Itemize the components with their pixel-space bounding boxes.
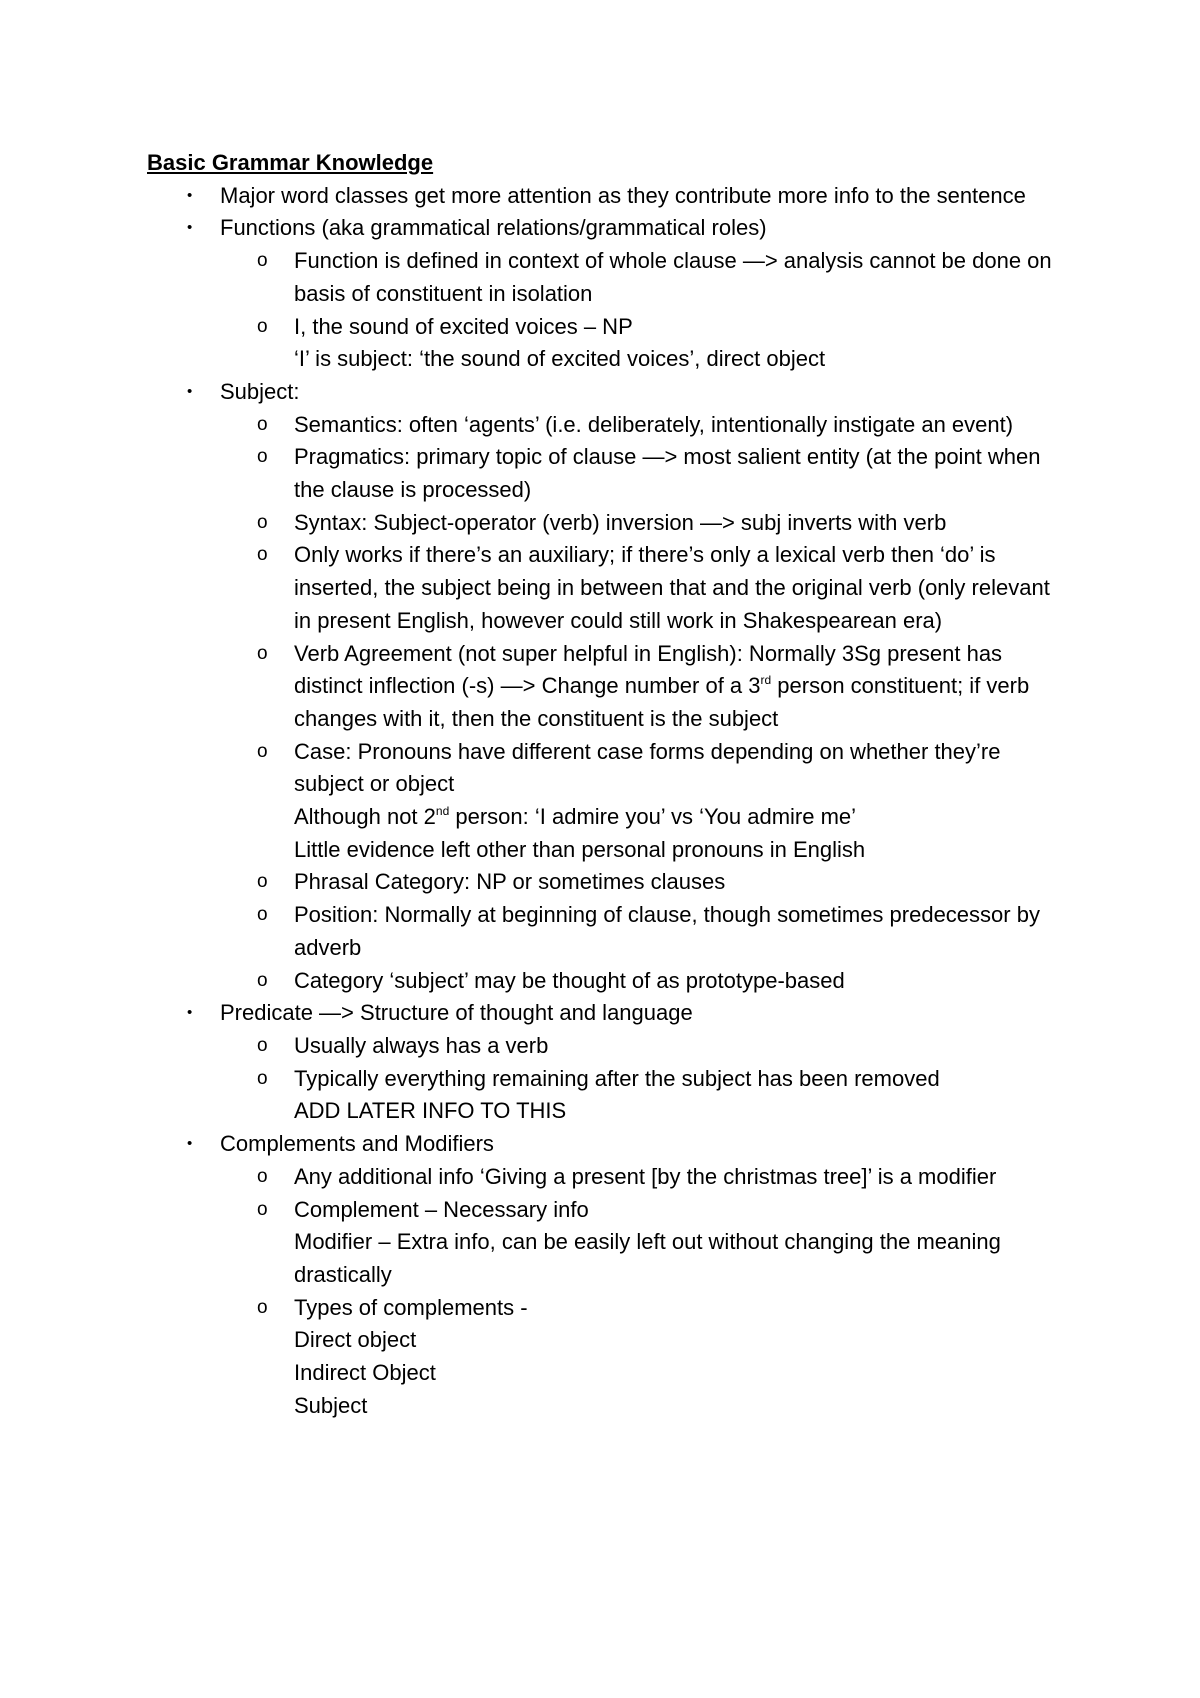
list-item-text: Functions (aka grammatical relations/grammatical roles) bbox=[220, 215, 767, 241]
list-item bbox=[147, 997, 1067, 1030]
circle-bullet-icon: o bbox=[257, 740, 268, 762]
sub-list-continuation: Indirect Object bbox=[294, 1360, 436, 1386]
sub-list-item-text: Any additional info ‘Giving a present [by the christmas tree]’ is a modifier bbox=[294, 1163, 997, 1189]
bullet-icon: • bbox=[187, 219, 193, 237]
sub-list-item-text: Pragmatics: primary topic of clause —> most salient entity (at the point when the clause is processed) bbox=[294, 444, 1041, 503]
bullet-icon: • bbox=[187, 186, 193, 204]
sub-list-item bbox=[147, 1292, 1067, 1325]
sub-list-continuation: ‘I’ is subject: ‘the sound of excited voices’, direct object bbox=[294, 346, 826, 372]
sub-list-item bbox=[147, 245, 1067, 310]
circle-bullet-icon: o bbox=[257, 969, 268, 991]
case-note-text-a: Although not 2 bbox=[294, 804, 436, 830]
bullet-icon: • bbox=[187, 382, 193, 400]
circle-bullet-icon: o bbox=[257, 544, 268, 566]
sub-list-item-text: Typically everything remaining after the subject has been removed bbox=[294, 1065, 940, 1091]
bullet-icon: • bbox=[187, 1004, 193, 1022]
circle-bullet-icon: o bbox=[257, 871, 268, 893]
circle-bullet-icon: o bbox=[257, 642, 268, 664]
sub-list-item-text: Only works if there’s an auxiliary; if there’s only a lexical verb then ‘do’ is inserted, the subject being in between that and the original verb (only relevant in present English, however could still work in Shakespearean era) bbox=[294, 542, 1050, 633]
circle-bullet-icon: o bbox=[257, 511, 268, 533]
sub-list-item bbox=[147, 736, 1067, 801]
ordinal-superscript: rd bbox=[760, 673, 772, 688]
page-title: Basic Grammar Knowledge bbox=[147, 150, 434, 175]
sub-list-item-text: Phrasal Category: NP or sometimes clauses bbox=[294, 869, 726, 895]
sub-list-item-text: Case: Pronouns have different case forms depending on whether they’re subject or object bbox=[294, 738, 1001, 797]
sub-list-item-text: Types of complements - bbox=[294, 1294, 528, 1320]
sub-list-item bbox=[147, 1194, 1067, 1227]
sub-list-item-text: Function is defined in context of whole clause —> analysis cannot be done on basis of constituent in isolation bbox=[294, 248, 1052, 306]
circle-bullet-icon: o bbox=[257, 1296, 268, 1318]
list-item-text: Complements and Modifiers bbox=[220, 1131, 494, 1157]
agreement-text-a: Verb Agreement (not super helpful in English): Normally 3Sg present has distinct inflection (-s) —> Change number of a 3 bbox=[294, 640, 1003, 699]
sub-list-item-text: Position: Normally at beginning of clause, though sometimes predecessor by adverb bbox=[294, 902, 1040, 960]
circle-bullet-icon: o bbox=[257, 1067, 268, 1089]
circle-bullet-icon: o bbox=[257, 1165, 268, 1187]
circle-bullet-icon: o bbox=[257, 904, 268, 926]
sub-list-item bbox=[147, 441, 1067, 506]
document-body bbox=[147, 147, 1067, 1422]
sub-list-item-text: Complement – Necessary info bbox=[294, 1196, 589, 1222]
circle-bullet-icon: o bbox=[257, 446, 268, 468]
sub-list-item-text bbox=[294, 641, 1029, 731]
agreement-text-b: person constituent; if verb changes with it, then the constituent is the subject bbox=[294, 673, 1030, 731]
list-item bbox=[147, 212, 1067, 245]
sub-list-item bbox=[147, 1161, 1067, 1194]
list-item-text: Subject: bbox=[220, 378, 300, 404]
ordinal-superscript: nd bbox=[435, 804, 450, 819]
circle-bullet-icon: o bbox=[257, 1198, 268, 1220]
sub-list-item bbox=[147, 409, 1067, 442]
sub-list-item-text: I, the sound of excited voices – NP bbox=[294, 313, 633, 339]
circle-bullet-icon: o bbox=[257, 1034, 268, 1056]
circle-bullet-icon: o bbox=[257, 315, 268, 337]
sub-list-item bbox=[147, 1063, 1067, 1096]
list-item bbox=[147, 180, 1067, 213]
sub-list-continuation: Subject bbox=[294, 1392, 368, 1418]
sub-list-item bbox=[147, 311, 1067, 344]
sub-list-item bbox=[147, 539, 1067, 637]
case-note-text-b: person: ‘I admire you’ vs ‘You admire me’ bbox=[449, 804, 857, 830]
sub-list-item-text: Syntax: Subject-operator (verb) inversion —> subj inverts with verb bbox=[294, 509, 947, 535]
sub-list-item bbox=[147, 638, 1067, 736]
sub-list-continuation: Modifier – Extra info, can be easily left out without changing the meaning drastically bbox=[294, 1229, 1001, 1287]
sub-list-continuation bbox=[147, 801, 1067, 834]
circle-bullet-icon: o bbox=[257, 250, 268, 272]
sub-list-continuation: ADD LATER INFO TO THIS bbox=[294, 1098, 567, 1124]
sub-list-item-text: Usually always has a verb bbox=[294, 1032, 549, 1058]
sub-list-item bbox=[147, 965, 1067, 998]
list-item-text: Major word classes get more attention as they contribute more info to the sentence bbox=[220, 182, 1026, 208]
sub-list-continuation: Little evidence left other than personal pronouns in English bbox=[294, 836, 866, 862]
list-item-text: Predicate —> Structure of thought and language bbox=[220, 1000, 693, 1026]
sub-list-item bbox=[147, 899, 1067, 964]
sub-list-item bbox=[147, 866, 1067, 899]
sub-list-item-text: Category ‘subject’ may be thought of as prototype-based bbox=[294, 967, 845, 993]
sub-list-continuation: Direct object bbox=[294, 1327, 417, 1353]
circle-bullet-icon: o bbox=[257, 413, 268, 435]
list-item bbox=[147, 1128, 1067, 1161]
sub-list-item-text: Semantics: often ‘agents’ (i.e. deliberately, intentionally instigate an event) bbox=[294, 411, 1014, 437]
bullet-icon: • bbox=[187, 1135, 193, 1153]
sub-list-item bbox=[147, 1030, 1067, 1063]
list-item bbox=[147, 376, 1067, 409]
sub-list-item bbox=[147, 507, 1067, 540]
